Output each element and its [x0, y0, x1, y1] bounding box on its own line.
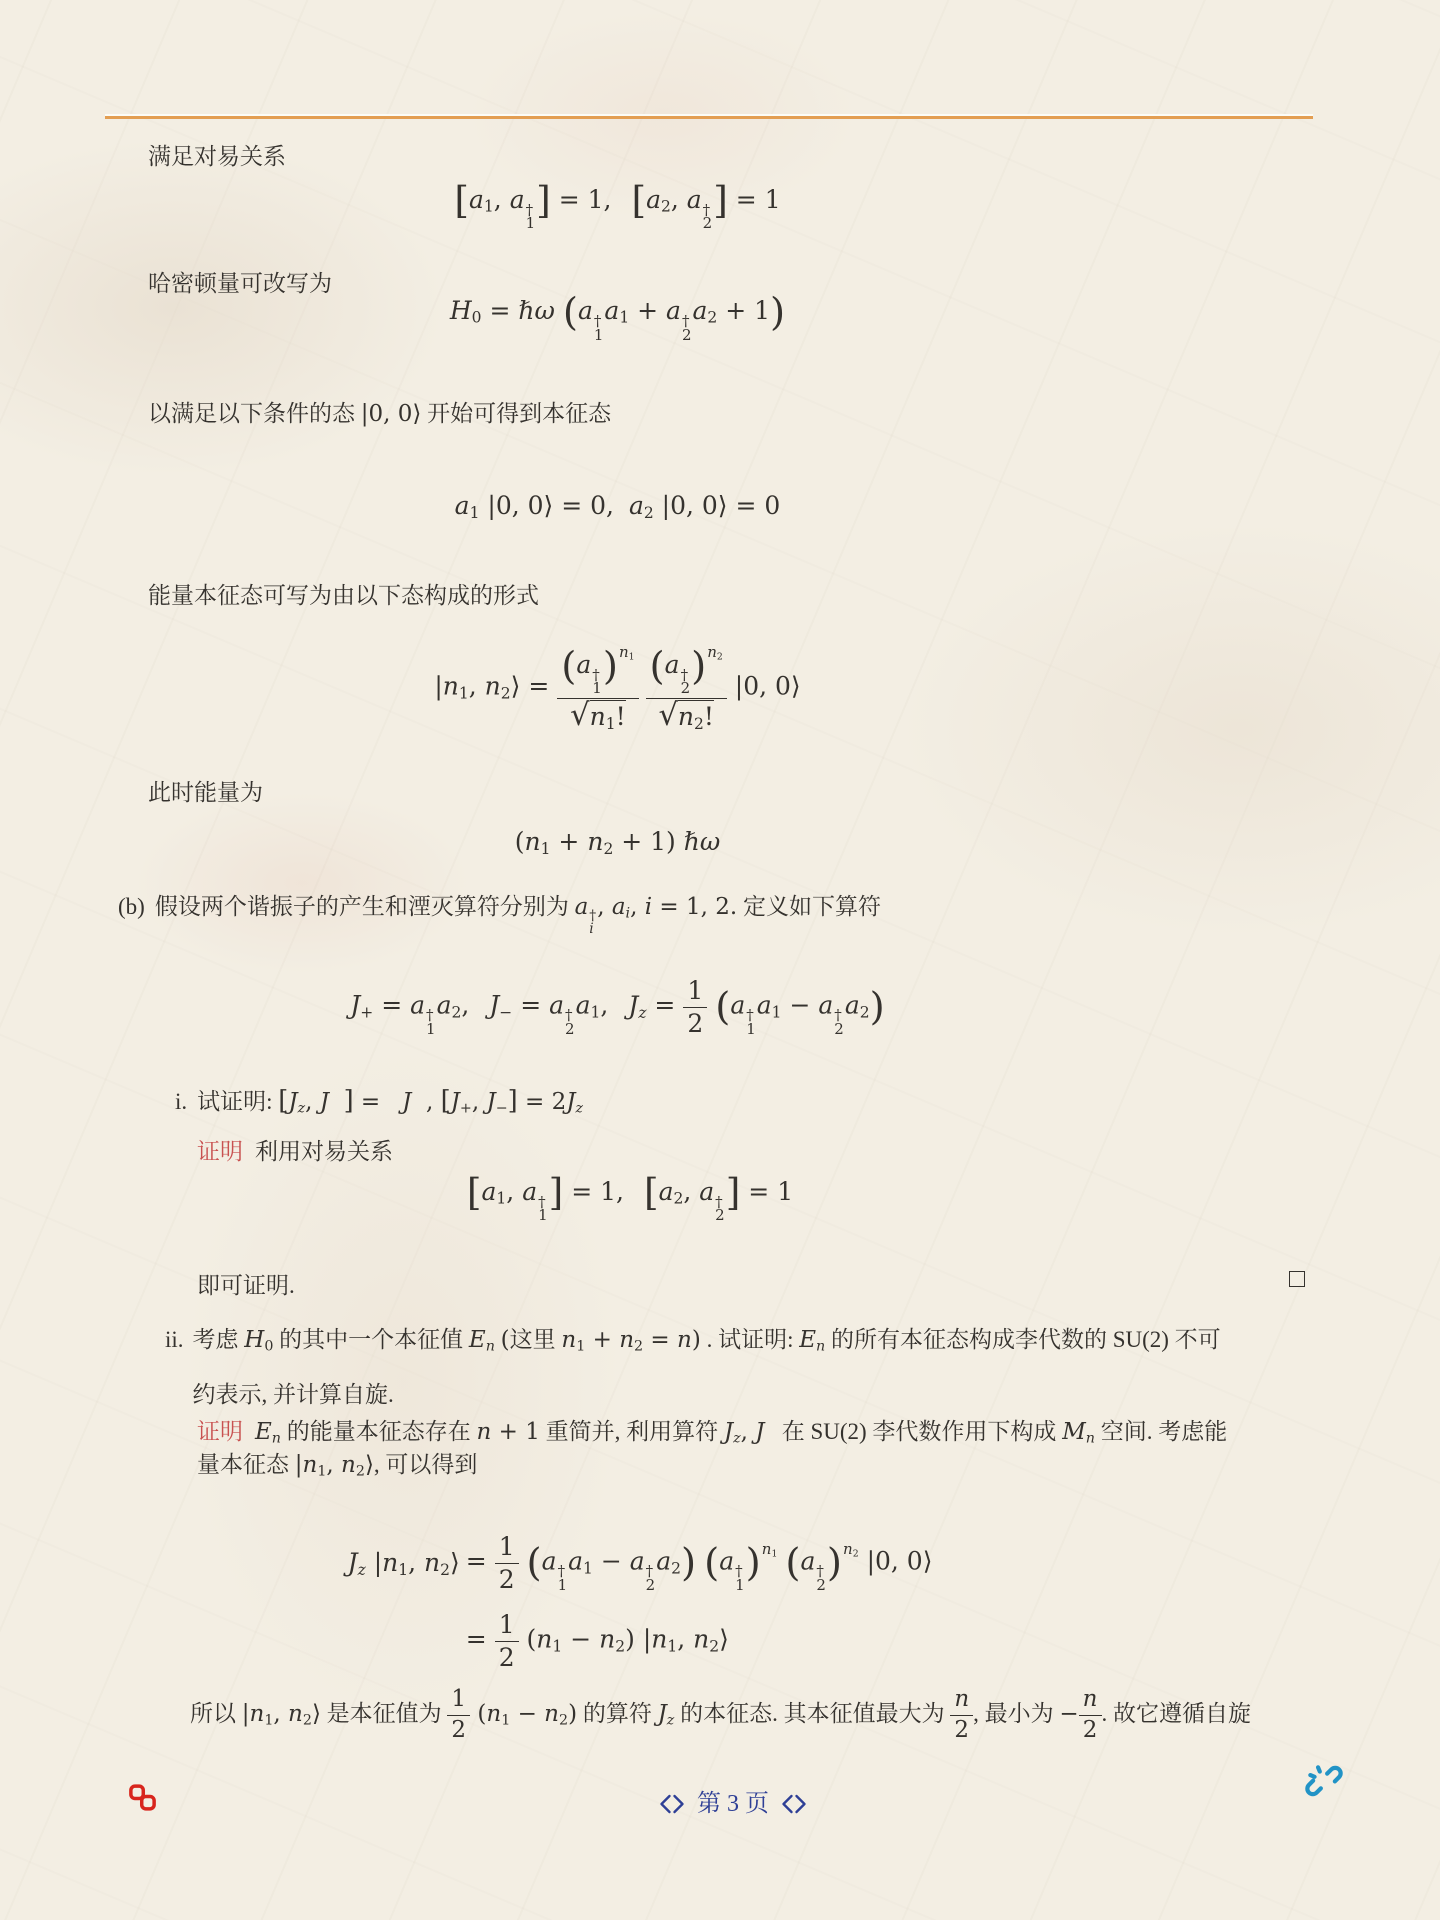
paragraph-conclusion: 所以 $|n_1$, $n_2⟩$ 是本征值为 $\frac{1}{2}$ $(n_1 - n_2)$ 的算符 $J_z$ 的本征态. 其本征值最大为 $\frac{n}{2}$ , 最小为 − $\frac{n}{2}$ . 故它遵循自旋	[190, 1686, 1251, 1743]
paragraph-energy-intro: 此时能量为	[148, 780, 263, 805]
proof-2	[197, 1416, 1322, 1482]
qed-box	[1289, 1271, 1305, 1287]
page-footer	[13, 1783, 1440, 1821]
item-ii-text: 考虑 $H_0$ 的其中一个本征值 $E_n$ (这里 $n_1 + n_2 = n$) . 试证明: $E_n$ 的所有本征态构成李代数的 SU(2) 不可 约表示, 并计算自旋.	[192, 1327, 1221, 1407]
equation-j-operators: $J_+ = a$ † 1 $a_2$, $J_- = a$ † 2 $a_1$, $J_z$ = $\frac{1}{2}$ (a † 1 $a_1 - a$ † 2 $a_2$)	[350, 976, 885, 1039]
paragraph-hamiltonian-intro: 哈密顿量可改写为	[148, 271, 332, 296]
equation-number-state: $|n_1$, $n_2⟩$ = (a † 1 )$^{n_1}$ $√n_1$! (a † 2 )$^{n_2}$ $√n_2$! |0, 0⟩	[434, 643, 801, 734]
equation-jz-rhs-line1: = $\frac{1}{2}$ (a † 1 $a_1 - a$ † 2 $a_2$) (a † 1 )$^{n_1}$ (a † 2 )$^{n_2}$ |0, 0⟩	[465, 1532, 933, 1595]
footer-page-number: 第 3 页	[697, 1791, 769, 1817]
equation-jz-action	[0, 1532, 1280, 1672]
equation-jz-lhs: $J_z$ $|n_1$, $n_2⟩$	[347, 1547, 460, 1579]
footer-ornament-left-icon	[659, 1794, 685, 1821]
item-i-label: i.	[175, 1089, 188, 1114]
broken-link-icon[interactable]	[1303, 1760, 1345, 1807]
footer-ornament-right-icon	[781, 1794, 807, 1821]
chain-link-icon[interactable]	[127, 1782, 158, 1818]
item-i	[175, 1086, 583, 1119]
item-b-text: 假设两个谐振子的产生和湮灭算符分别为 a † i , $a_i$, i = 1, 2. 定义如下算符	[154, 894, 881, 938]
item-b-label: (b)	[118, 894, 145, 919]
item-ii-label: ii.	[165, 1327, 184, 1352]
header-rule	[105, 114, 1313, 119]
paragraph-commutation-intro: 满足对易关系	[148, 144, 286, 169]
proof-2-text: $E_n$ 的能量本征态存在 n + 1 重简并, 利用算符 $J_z$, J 在 SU(2) 李代数作用下构成 $M_n$ 空间. 考虑能 量本征态 $|n_1$, $n_2⟩$, 可以得到	[197, 1419, 1228, 1480]
equation-jz-rhs-line2: = $\frac{1}{2}$ $(n_1 - n_2)$ $|n_1$, $n_2⟩$	[465, 1610, 729, 1672]
item-i-text: 试证明: [$J_z$, J ] = J , [$J_+$, $J_-] = 2J_z$	[197, 1086, 583, 1117]
equation-annihilation-vacuum: $a_1$ |0, 0⟩ = 0, $a_2$ |0, 0⟩ = 0	[454, 491, 781, 522]
proof-1-text: 利用对易关系	[255, 1139, 393, 1164]
paragraph-vacuum-state: 以满足以下条件的态 |0, 0⟩ 开始可得到本征态	[148, 401, 612, 427]
equation-commutators-2: [$a_1$, a † 1 ] = 1, [$a_2$, a † 2 ] = 1	[466, 1170, 794, 1225]
equation-energy: $(n_1 + n_2 + 1)$ ℏω	[514, 827, 721, 858]
item-b	[118, 891, 1328, 936]
paragraph-eigenstate-form: 能量本征态可写为由以下态构成的形式	[148, 583, 539, 608]
proof-1	[197, 1136, 393, 1167]
equation-hamiltonian: $H_0$ = ℏω (a † 1 $a_1 + a$ † 2 $a_2 + 1$)	[449, 290, 786, 344]
proof-label-2: 证明	[197, 1419, 243, 1444]
equation-commutators-1: [$a_1$, a † 1 ] = 1, [$a_2$, a † 2 ] = 1	[454, 178, 781, 233]
item-ii	[165, 1316, 1315, 1419]
proof-label: 证明	[197, 1139, 243, 1164]
qed-sentence: 即可证明.	[197, 1273, 295, 1298]
